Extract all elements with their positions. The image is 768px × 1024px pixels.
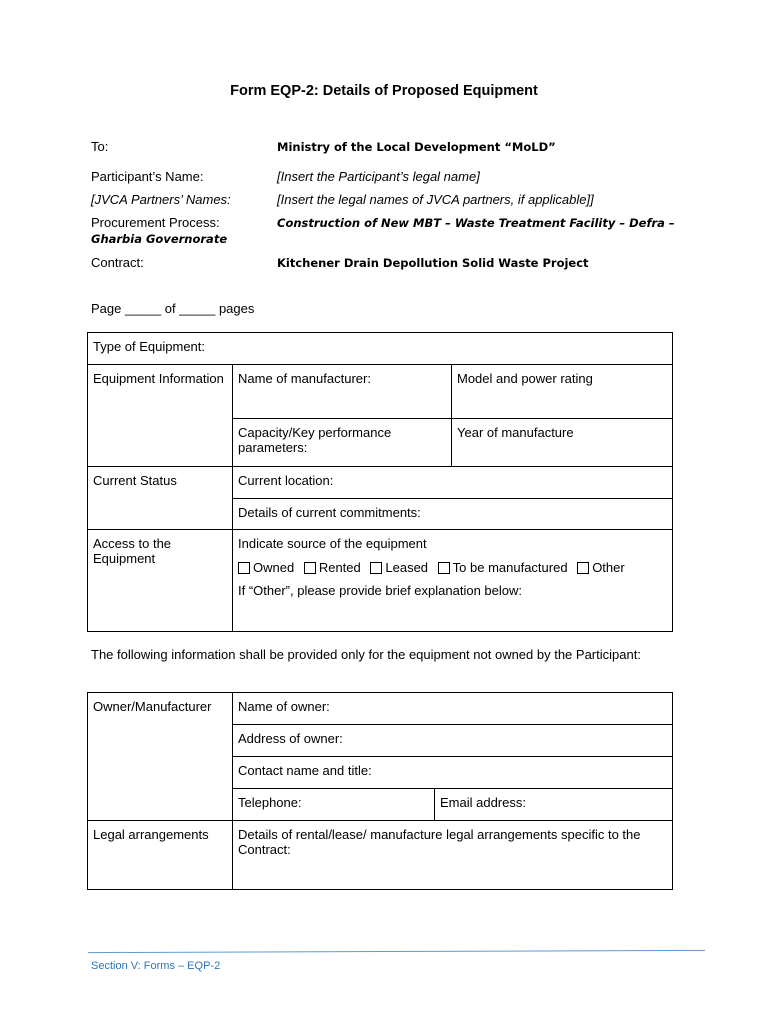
to-label: To: <box>91 139 109 154</box>
footer-divider <box>88 950 705 953</box>
capacity-cell[interactable] <box>233 419 452 467</box>
year-of-manufacture-cell[interactable] <box>452 419 673 467</box>
current-location-label: Current location: <box>238 473 334 488</box>
contact-name-cell[interactable] <box>233 757 673 789</box>
address-of-owner-cell[interactable] <box>233 725 673 757</box>
procurement-value-line1: Construction of New MBT – Waste Treatment Facility – Defra – <box>277 216 675 230</box>
model-power-cell[interactable] <box>452 365 673 419</box>
procurement-label: Procurement Process: <box>91 215 220 230</box>
email-cell[interactable] <box>435 789 673 821</box>
legal-arrangements-label: Legal arrangements <box>88 821 233 890</box>
to-be-manufactured-checkbox[interactable] <box>438 562 450 574</box>
name-of-manufacturer-label: Name of manufacturer: <box>238 371 371 386</box>
name-of-owner-label: Name of owner: <box>238 699 330 714</box>
leased-label: Leased <box>385 560 429 575</box>
page-count-line: Page _____ of _____ pages <box>91 301 255 316</box>
other-checkbox[interactable] <box>577 562 589 574</box>
info-paragraph: The following information shall be provided only for the equipment not owned by the Participant: <box>91 647 641 662</box>
year-of-manufacture-label: Year of manufacture <box>457 425 574 440</box>
to-value: Ministry of the Local Development “MoLD” <box>277 140 556 154</box>
procurement-value-line2: Gharbia Governorate <box>91 232 228 246</box>
current-status-label: Current Status <box>88 467 233 530</box>
name-of-manufacturer-cell[interactable] <box>233 365 452 419</box>
footer-text: Section V: Forms – EQP-2 <box>91 960 221 972</box>
model-power-label: Model and power rating <box>457 371 593 386</box>
owner-table <box>87 692 673 890</box>
capacity-label: Capacity/Key performance parameters: <box>238 425 392 455</box>
legal-details-label: Details of rental/lease/ manufacture legal arrangements specific to the Contract: <box>238 827 641 857</box>
source-options <box>238 560 667 575</box>
telephone-label: Telephone: <box>238 795 302 810</box>
rented-label: Rented <box>318 560 361 575</box>
address-of-owner-label: Address of owner: <box>238 731 343 746</box>
other-label: Other <box>592 560 625 575</box>
owned-checkbox[interactable] <box>238 562 250 574</box>
email-label: Email address: <box>440 795 526 810</box>
type-of-equipment-label: Type of Equipment: <box>93 339 206 354</box>
rented-checkbox[interactable] <box>304 562 316 574</box>
participant-value: [Insert the Participant’s legal name] <box>277 169 480 184</box>
legal-details-cell[interactable] <box>233 821 673 890</box>
owner-manufacturer-label: Owner/Manufacturer <box>88 693 233 821</box>
jvca-value: [Insert the legal names of JVCA partners, if applicable]] <box>277 192 594 207</box>
current-commitments-label: Details of current commitments: <box>238 505 421 520</box>
participant-label: Participant’s Name: <box>91 169 204 184</box>
indicate-source-label: Indicate source of the equipment <box>238 536 427 551</box>
contact-name-label: Contact name and title: <box>238 763 372 778</box>
current-location-cell[interactable] <box>233 467 673 499</box>
jvca-label: [JVCA Partners’ Names: <box>91 192 231 207</box>
access-cell <box>233 530 673 632</box>
current-commitments-cell[interactable] <box>233 499 673 530</box>
contract-label: Contract: <box>91 255 144 270</box>
form-title: Form EQP-2: Details of Proposed Equipment <box>230 83 538 99</box>
other-explanation-label: If “Other”, please provide brief explanation below: <box>238 583 522 598</box>
equipment-table <box>87 332 673 632</box>
owned-label: Owned <box>253 560 295 575</box>
contract-value: Kitchener Drain Depollution Solid Waste Project <box>277 256 589 270</box>
equipment-information-label: Equipment Information <box>88 365 233 467</box>
to-be-manufactured-label: To be manufactured <box>452 560 568 575</box>
type-of-equipment-cell[interactable] <box>88 333 673 365</box>
access-label: Access to the Equipment <box>88 530 233 632</box>
name-of-owner-cell[interactable] <box>233 693 673 725</box>
leased-checkbox[interactable] <box>370 562 382 574</box>
telephone-cell[interactable] <box>233 789 435 821</box>
